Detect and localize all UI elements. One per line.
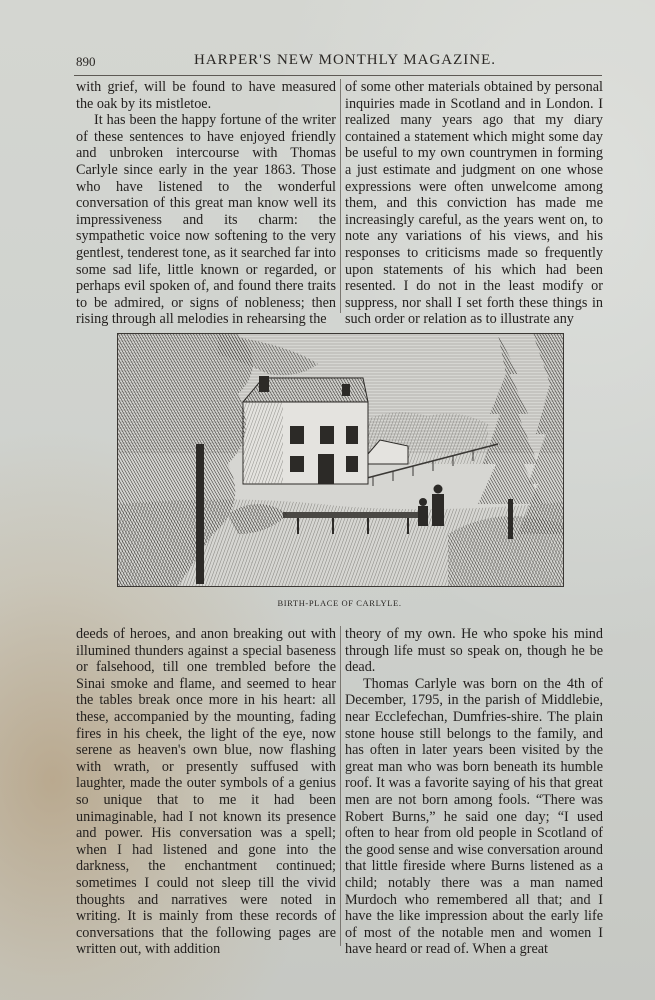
paragraph: Thomas Carlyle was born on the 4th of December, 1795, in the parish of Middlebie, near Ecclefechan, Dumfries-shire. The plain stone house still belongs to the family, and has often in later years been visited by the great man who was born beneath its humble roof. It was a favorite saying of his that great men are not born among fools. “There was Robert Burns,” he said one day; “I used often to hear from old people in Scotland of the good sense and wise conversation around that little fireside where Burns listened as a child; notably there was a man named Murdoch who remembered all that; and I have the like impression about the early life of most of the notable men and women I have heard or read of. When a great [345, 675, 603, 958]
birthplace-illustration [117, 333, 564, 587]
paragraph: of some other materials obtained by personal inquiries made in Scotland and in London. I realized many years ago that my diary contained a statement which might some day be useful to my own countrymen in forming a just estimate and judgment on one whose expressions were often unwelcome among them, and this conviction has made me increasingly careful, as the years went on, to note any variations of his views, and his responses to criticisms made so frequently upon statements of his which had been resented. I do not in the least modify or suppress, nor shall I set forth these things in such order or relation as to illustrate any [345, 79, 603, 328]
paragraph: with grief, will be found to have measured the oak by its mistletoe. [76, 79, 336, 112]
page-number: 890 [76, 54, 96, 69]
running-title: HARPER'S NEW MONTHLY MAGAZINE. [194, 52, 497, 68]
engraving-house-landscape-icon [118, 334, 563, 586]
bottom-left-column [76, 626, 336, 958]
bottom-right-column [345, 626, 603, 958]
top-left-column [76, 79, 336, 328]
header-rule [74, 75, 602, 76]
column-divider [340, 79, 341, 313]
paragraph: It has been the happy fortune of the writer of these sentences to have enjoyed friendly and unbroken intercourse with Thomas Carlyle since early in the year 1863. Those who have listened to the wonderful conversation of this great man know well its impressiveness and its charm: the sympathetic voice now softening to the very gentlest, tenderest tone, as it searched far into some sad life, little known or regarded, or perhaps evil spoken of, and found there traits to be admired, or signs of nobleness; then rising through all melodies in rehearsing the [76, 112, 336, 328]
column-divider [340, 626, 341, 946]
paragraph: deeds of heroes, and anon breaking out with illumined thunders against a special baseness or falsehood, till one trembled before the Sinai smoke and flame, and seemed to hear the tables break once more in his heart: all these, accompanied by the mounting, fading fires in his cheek, the light of the eye, now serene as heaven's own blue, now flashing with wrath, or presently suffused with laughter, made the outer symbols of a genius so unique that to me it had been unimaginable, had I not known its presence and power. His conversation was a spell; when I had listened and gone into the darkness, the enchantment continued; sometimes I could not sleep till the vivid thoughts and narratives were noted in writing. It is mainly from these records of conversations that the following pages are written out, with addition [76, 626, 336, 958]
paragraph: theory of my own. He who spoke his mind through life must so speak on, though he be dead. [345, 626, 603, 676]
page-header [74, 50, 602, 74]
top-right-column [345, 79, 603, 328]
illustration-caption: BIRTH-PLACE OF CARLYLE. [277, 598, 402, 608]
